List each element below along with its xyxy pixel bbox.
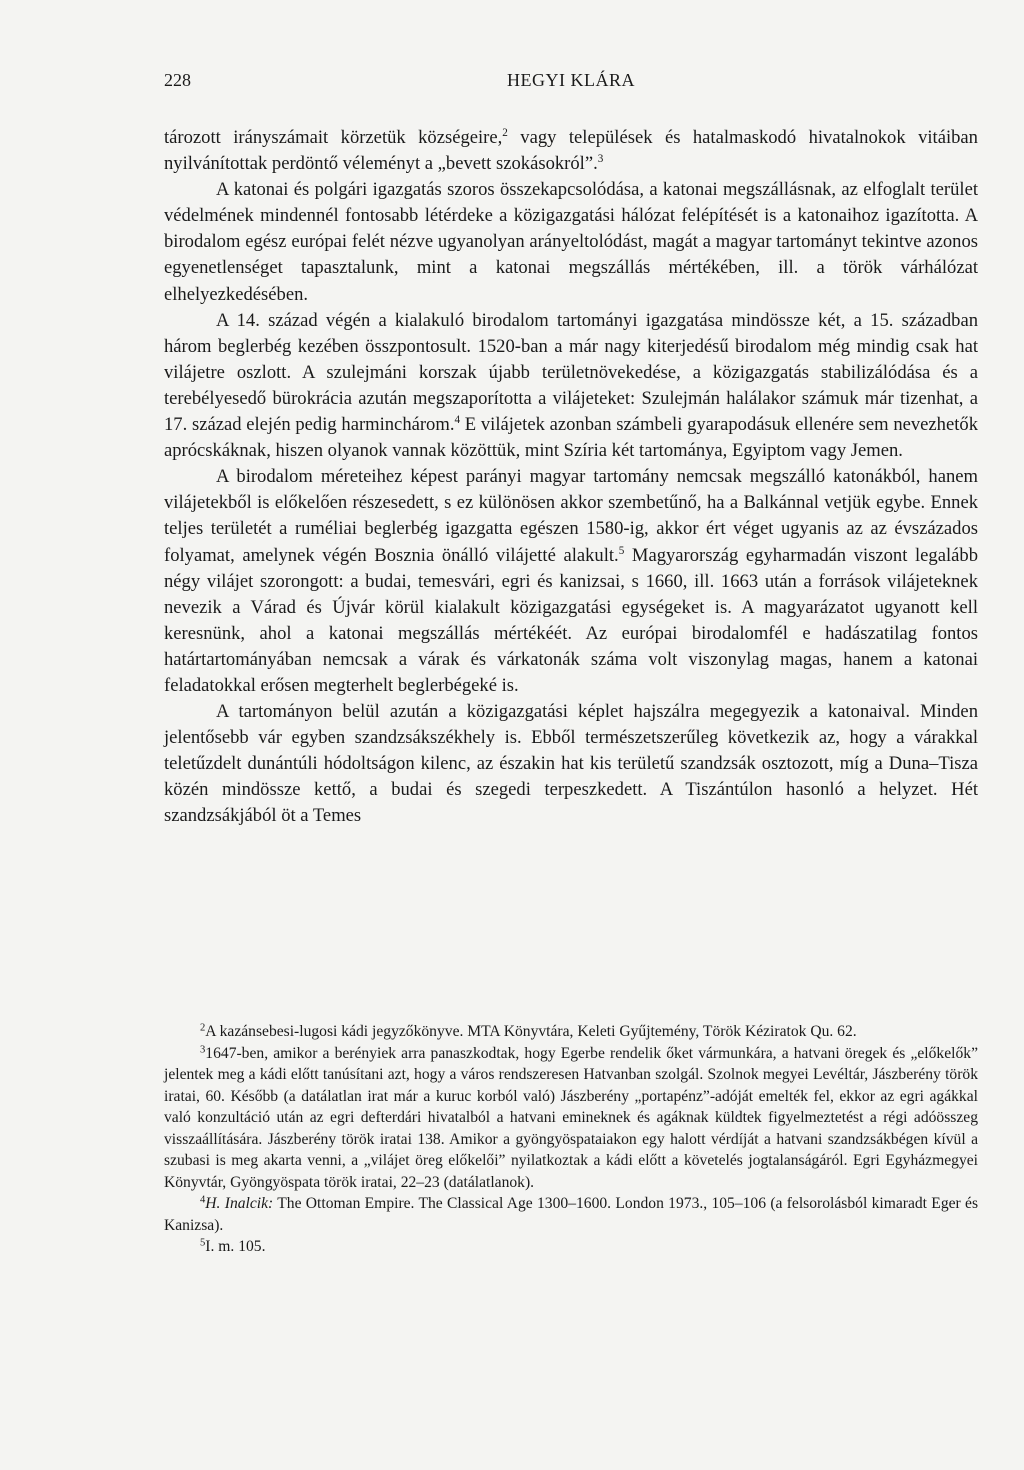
paragraph: tározott irányszámait körzetük községeire,$^2$ vagy települések és hatalmaskodó hivatalnokok vitáiban nyilvánítottak perdöntő véleményt a „bevett szokásokról”.$^3$: [164, 126, 978, 175]
page-number: 228: [164, 70, 191, 90]
paragraph: A katonai és polgári igazgatás szoros összekapcsolódása, a katonai megszállásnak, az elfoglalt terület védelmének mindennél fontosabb létérdeke a közigazgatási hálózat felépítését is a katonaihoz igazította. A birodalom egész európai felét nézve ugyanolyan arányeltolódást, magát a magyar tartományt tekintve azonos egyenetlenséget tapasztalunk, mint a katonai megszállás mértékében, ill. a török várhálózat elhelyezkedésében.: [164, 179, 978, 305]
footnotes: [164, 1021, 978, 1258]
body-text: [164, 125, 978, 830]
footnote: $^5$I. m. 105.: [200, 1237, 266, 1255]
footnote: $^3$1647-ben, amikor a berényiek arra panaszkodtak, hogy Egerbe rendelik őket vármunkára, a hatvani öregek és „előkelők” jelentek meg a kádi előtt tanúsítani azt, hogy a város rendszeresen Hatvanban szolgál. Szolnok megyei Levéltár, Jászberény török iratai, 60. Később (a datálatlan irat már a kuruc korból való) Jászberény „portapénz”-adóját emelték fel, ekkor az egri agákkal való konzultáció után az egri defterdári hivatalból a hatvani emineknek és agáknak küldtek figyelmeztetést a régi adóösszeg visszaállítására. Jászberény török iratai 138. Amikor a gyöngyöspataiakon egy halott vérdíját a hatvani szandzsákbégen kívül a szubasi is meg akarta venni, a „vilájet öreg előkelői” nyilatkoztak a kádi előtt a követelés jogtalanságáról. Egri Egyházmegyei Könyvtár, Gyöngyöspata török iratai, 22–23 (datálatlanok).: [164, 1044, 978, 1191]
footnote-number: 5: [200, 1237, 206, 1249]
footnote-number: 2: [200, 1022, 206, 1034]
cited-author: H. Inalcik:: [205, 1195, 274, 1212]
footnote-number: 3: [200, 1044, 206, 1056]
footnote: $^2$A kazánsebesi-lugosi kádi jegyzőkönyve. MTA Könyvtára, Keleti Gyűjtemény, Török Kéziratok Qu. 62.: [200, 1022, 857, 1040]
footnote-ref: 2: [502, 126, 508, 139]
running-header: [164, 70, 978, 94]
running-head-author: HEGYI KLÁRA: [507, 70, 635, 90]
footnote-ref: 4: [454, 413, 461, 426]
paragraph: A 14. század végén a kialakuló birodalom tartományi igazgatása mindössze két, a 15. században három beglerbég kezében összpontosult. 1520-ban a már nagy kiterjedésű birodalom még mindig csak hat vilájetre oszlott. A szulejmáni korszak újabb területnövekedése, a közigazgatás stabilizálódása és a terebélyesedő bürokrácia azután megszaporította a vilájeteket: Szulejmán halálakor számuk már tizenhat, a 17. század elején pedig harminchárom.$^4$ E vilájetek azonban számbeli gyarapodásuk ellenére sem nevezhetők aprócskáknak, hiszen olyanok vannak közöttük, mint Szíria két tartománya, Egyiptom vagy Jemen.: [164, 309, 978, 462]
paragraph: A birodalom méreteihez képest parányi magyar tartomány nemcsak megszálló katonákból, hanem vilájetekből is előkelően részesedett, s ez különösen akkor szembetűnő, ha a Balkánnal vetjük egybe. Ennek teljes területét a ruméliai beglerbég igazgatta egészen 1580-ig, akkor ért véget ugyanis az az évszázados folyamat, amelynek végén Bosznia önálló vilájetté alakult.$^5$ Magyarország egyharmadán viszont legalább négy vilájet szorongott: a budai, temesvári, egri és kanizsai, s 1660, ill. 1663 után a források vilájeteknek nevezik a Várad és Újvár körül kialakult közigazgatási egységeket is. A magyarázatot ugyanott kell keresnünk, ahol a katonai megszállás mértékéét. Az európai birodalomfél e hadászatilag fontos határtartományában nemcsak a várak és várkatonák száma volt viszonylag magas, hanem a katonai feladatokkal erősen megterhelt beglerbégeké is.: [164, 466, 978, 696]
footnote: $^4$H. Inalcik: The Ottoman Empire. The Classical Age 1300–1600. London 1973., 105–106 (a felsorolásból kimaradt Eger és Kanizsa).: [164, 1194, 979, 1234]
footnote-number: 4: [200, 1194, 206, 1206]
footnote-ref: 3: [597, 152, 604, 165]
footnote-ref: 5: [618, 544, 625, 557]
paragraph: A tartományon belül azután a közigazgatási képlet hajszálra megegyezik a katonaival. Minden jelentősebb vár egyben szandzsákszékhely is. Ebből természetszerűleg következik az, hogy a várakkal teletűzdelt dunántúli hódoltságon kilenc, az északin hat kis területű szandzsák osztozott, míg a Duna–Tisza közén mindössze kettő, a budai és szegedi terpeszkedett. A Tiszántúlon hasonló a helyzet. Hét szandzsákjából öt a Temes: [164, 701, 978, 827]
